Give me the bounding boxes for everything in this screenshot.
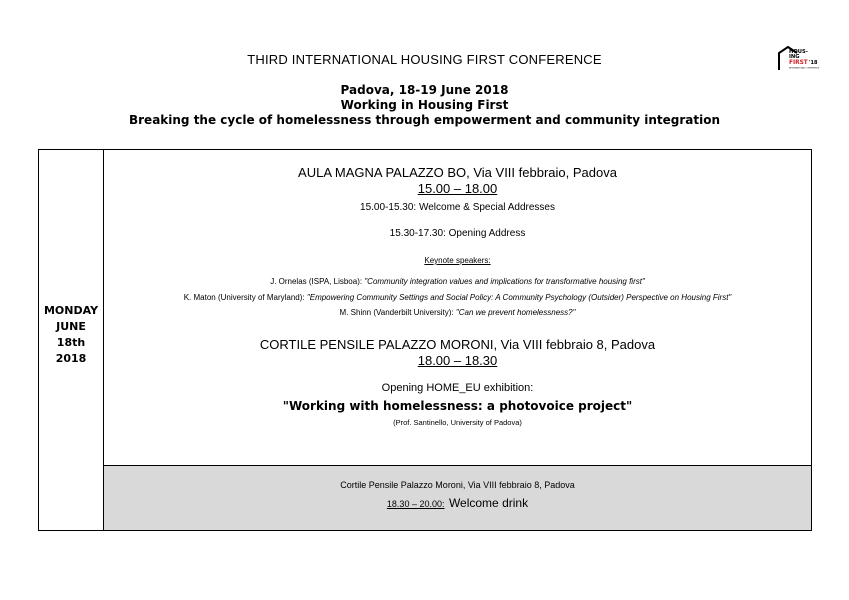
day-weekday: MONDAY: [43, 304, 99, 317]
speaker-row: [104, 277, 811, 286]
logo-year: '18: [809, 60, 818, 66]
drink-row: [104, 494, 811, 512]
conference-title: THIRD INTERNATIONAL HOUSING FIRST CONFERENCE: [247, 52, 602, 67]
session1-slot-opening: 15.30-17.30: Opening Address: [389, 228, 526, 239]
conference-theme: Working in Housing First: [340, 98, 509, 112]
speaker-name: M. Shinn (Vanderbilt University):: [339, 308, 454, 317]
speaker-row: [104, 308, 811, 317]
day-year: 2018: [55, 352, 87, 365]
day-date: 18th: [56, 336, 86, 349]
speaker-name: J. Ornelas (ISPA, Lisboa):: [270, 277, 363, 286]
speaker-talk: "Can we prevent homelessness?": [455, 308, 576, 317]
exhibition-label: Opening HOME_EU exhibition:: [381, 382, 534, 394]
session1-time: 15.00 – 18.00: [417, 181, 498, 196]
speaker-name: K. Maton (University of Maryland):: [183, 293, 305, 302]
session1-slot-welcome: 15.00-15.30: Welcome & Special Addresses: [360, 202, 555, 213]
main-program-cell: [104, 150, 811, 466]
conference-subtitle: Breaking the cycle of homelessness through empowerment and community integration: [128, 113, 721, 127]
speaker-row: [104, 293, 811, 302]
speaker-talk: "Community integration values and implications for transformative housing first": [364, 277, 645, 286]
day-label: [39, 303, 103, 367]
day-cell: [39, 150, 104, 530]
logo-tagline: INTERNATIONAL CONFERENCE: [789, 67, 820, 70]
logo-line1: HOUS-: [789, 49, 808, 55]
conference-header: [0, 83, 849, 128]
session1-venue: AULA MAGNA PALAZZO BO, Via VIII febbraio, Padova: [298, 165, 617, 180]
logo-line3: FIRST: [789, 60, 808, 66]
exhibition-credit: (Prof. Santinello, University of Padova): [393, 418, 522, 427]
session2-venue: CORTILE PENSILE PALAZZO MORONI, Via VIII febbraio 8, Padova: [259, 337, 656, 352]
session2-time: 18.00 – 18.30: [417, 353, 498, 368]
location-dates: Padova, 18-19 June 2018: [340, 83, 509, 97]
day-month: JUNE: [56, 320, 86, 333]
drink-label: Welcome drink: [448, 496, 529, 510]
exhibition-title: "Working with homelessness: a photovoice project": [282, 399, 633, 413]
drink-venue: Cortile Pensile Palazzo Moroni, Via VIII febbraio 8, Padova: [340, 480, 575, 490]
logo-line2: ING: [789, 54, 800, 60]
drink-time: 18.30 – 20.00:: [386, 499, 445, 509]
keynote-label: Keynote speakers:: [424, 256, 491, 265]
program-table: [38, 149, 812, 531]
welcome-drink-cell: [104, 466, 811, 530]
speaker-talk: "Empowering Community Settings and Social Policy: A Community Psychology (Outsider) Perspective on Housing First": [306, 293, 732, 302]
